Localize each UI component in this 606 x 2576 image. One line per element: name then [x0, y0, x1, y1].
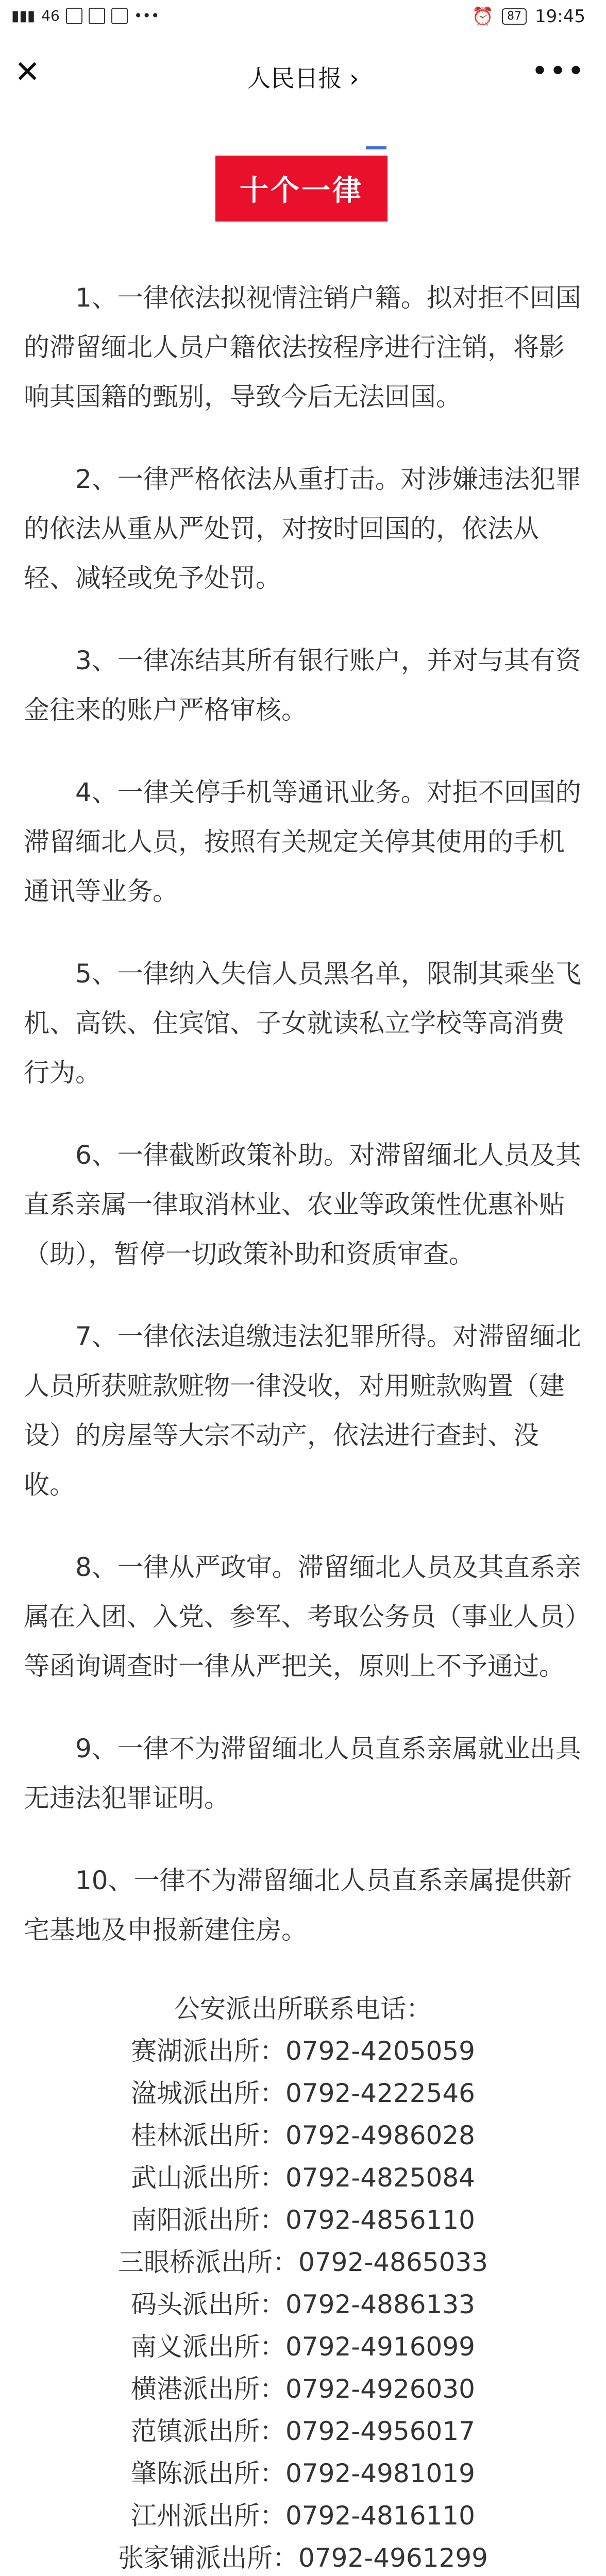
- contact-item: 南阳派出所：0792-4856110: [131, 2205, 475, 2235]
- paragraph-2: 2、一律严格依法从重打击。对涉嫌违法犯罪的依法从重从严处罚，对按时回国的，依法从轻、减轻或免予处罚。: [24, 464, 581, 593]
- paragraph-4: 4、一律关停手机等通讯业务。对拒不回国的滞留缅北人员，按照有关规定关停其使用的手机通讯等业务。: [24, 777, 581, 906]
- paragraph-10: 10、一律不为滞留缅北人员直系亲属提供新宅基地及申报新建住房。: [24, 1866, 572, 1945]
- battery-icon: 87: [502, 8, 527, 25]
- paragraph-5: 5、一律纳入失信人员黑名单，限制其乘坐飞机、高铁、住宾馆、子女就读私立学校等高消费行为。: [24, 959, 581, 1088]
- contact-item: 横港派出所：0792-4926030: [131, 2374, 475, 2404]
- contact-item: 三眼桥派出所：0792-4865033: [118, 2247, 488, 2277]
- app-icon: [89, 8, 105, 24]
- more-status-icon: •••: [133, 7, 160, 24]
- nav-bar: [0, 36, 606, 113]
- paragraph-6: 6、一律截断政策补助。对滞留缅北人员及其直系亲属一律取消林业、农业等政策性优惠补贴（助），暂停一切政策补助和资质审查。: [24, 1140, 581, 1269]
- contact-item: 赛湖派出所：0792-4205059: [131, 2036, 475, 2066]
- paragraph-3: 3、一律冻结其所有银行账户，并对与其有资金往来的账户严格审核。: [24, 646, 581, 725]
- contact-item: 江州派出所：0792-4816110: [131, 2501, 475, 2531]
- image-icon: [111, 8, 128, 24]
- alarm-icon: ⏰: [472, 6, 494, 27]
- account-name[interactable]: 人民日报: [247, 64, 342, 92]
- contact-item: 码头派出所：0792-4886133: [131, 2290, 475, 2319]
- close-icon[interactable]: ✕: [14, 54, 41, 90]
- carrier-text: 46: [41, 7, 60, 24]
- header-badge: [215, 156, 388, 222]
- header-badge-text: 十个一律: [240, 174, 363, 208]
- paragraph-7: 7、一律依法追缴违法犯罪所得。对滞留缅北人员所获赃款赃物一律没收，对用赃款购置（建设）的房屋等大宗不动产，依法进行查封、没收。: [24, 1321, 581, 1500]
- signal-icon: ▮▮▮: [11, 7, 36, 24]
- status-right: [472, 6, 585, 27]
- contact-item: 肇陈派出所：0792-4981019: [131, 2459, 475, 2488]
- contact-item: 桂林派出所：0792-4986028: [131, 2121, 475, 2150]
- nav-title[interactable]: [0, 60, 606, 94]
- article-content: [24, 273, 582, 2576]
- contacts-list: [24, 1988, 582, 2576]
- contact-item: 南义派出所：0792-4916099: [131, 2332, 475, 2362]
- paragraph-1: 1、一律依法拟视情注销户籍。拟对拒不回国的滞留缅北人员户籍依法按程序进行注销，将影响其国籍的甄别，导致今后无法回国。: [24, 283, 581, 412]
- status-left: [11, 7, 159, 24]
- chevron-right-icon[interactable]: ›: [349, 64, 359, 92]
- contact-item: 张家铺派出所：0792-4961299: [118, 2543, 488, 2573]
- contact-item: 湓城派出所：0792-4222546: [131, 2078, 475, 2108]
- contact-item: 范镇派出所：0792-4956017: [131, 2416, 475, 2446]
- contact-item: 武山派出所：0792-4825084: [131, 2163, 475, 2193]
- contacts-title: 公安派出所联系电话：: [174, 1994, 432, 2024]
- clock-time: 19:45: [535, 6, 585, 27]
- decorative-line: [366, 146, 386, 149]
- paragraph-9: 9、一律不为滞留缅北人员直系亲属就业出具无违法犯罪证明。: [24, 1734, 581, 1813]
- notification-icon: [66, 8, 82, 24]
- status-bar: [0, 0, 606, 36]
- paragraph-8: 8、一律从严政审。滞留缅北人员及其直系亲属在入团、入党、参军、考取公务员（事业人员）等函询调查时一律从严把关，原则上不予通过。: [24, 1552, 581, 1681]
- more-icon[interactable]: •••: [531, 55, 585, 88]
